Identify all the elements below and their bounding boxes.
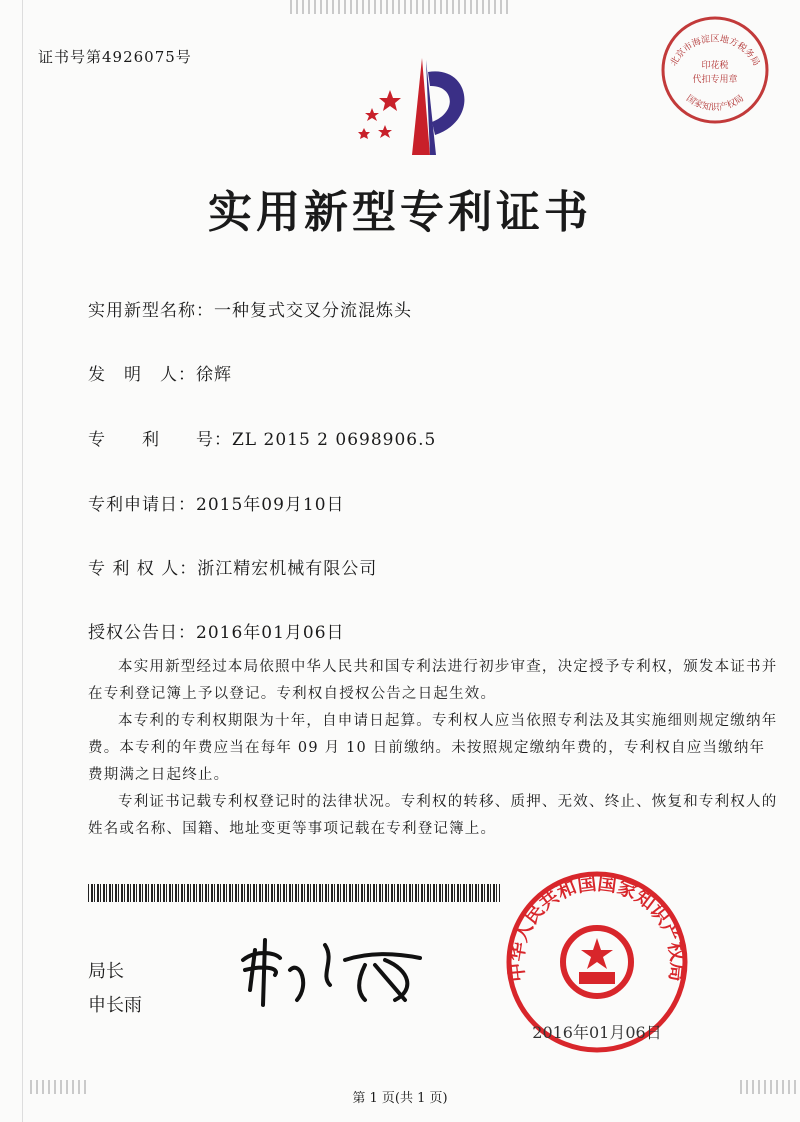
stamp-top-text: 北京市海淀区地方税务局: [669, 34, 761, 68]
paragraph: 本专利的专利权期限为十年，自申请日起算。专利权人应当依照专利法及其实施细则规定缴纳年费。本专利的年费应当在每年 09 月 10 日前缴纳。未按照规定缴纳年费的，专利权自应当缴纳年费期满之日起终止。: [88, 713, 778, 783]
field-value: 徐辉: [196, 365, 232, 385]
field-value: 一种复式交叉分流混炼头: [214, 301, 412, 321]
certificate-number: 证书号第4926075号: [38, 48, 192, 66]
document-title: 实用新型专利证书: [208, 187, 592, 238]
stamp-center-line1: 印花税: [701, 61, 729, 71]
signature: [235, 930, 435, 1010]
page-border: [22, 0, 23, 1122]
field-label: 专利申请日：: [88, 495, 196, 515]
field-patentee: [88, 554, 377, 579]
field-patent-number: [88, 425, 436, 450]
stamp-bottom-text: 国家知识产权局: [684, 93, 746, 114]
field-label: 实用新型名称：: [88, 301, 214, 321]
field-label: 授权公告日：: [88, 623, 196, 643]
field-value: ZL 2015 2 0698906.5: [232, 430, 437, 450]
field-utility-model-name: [88, 296, 412, 321]
certificate-body: [88, 654, 778, 843]
stamp-duty-seal: [650, 10, 780, 130]
stamp-center-line2: 代扣专用章: [692, 75, 738, 85]
cnipa-logo-icon: [350, 50, 480, 160]
paragraph: 专利证书记载专利权登记时的法律状况。专利权的转移、质押、无效、终止、恢复和专利权人的姓名或名称、国籍、地址变更等事项记载在专利登记簿上。: [88, 794, 778, 837]
director-title: 局长: [88, 961, 124, 982]
field-application-date: [88, 490, 345, 515]
field-value: 浙江精宏机械有限公司: [197, 559, 378, 579]
field-label: 发 明 人：: [88, 365, 196, 385]
director-name: 申长雨: [88, 995, 142, 1016]
field-label: 专 利 权 人：: [88, 559, 198, 579]
seal-date: 2016年01月06日: [532, 1023, 662, 1042]
seal-text: 中华人民共和国国家知识产权局: [505, 872, 689, 983]
field-grant-date: [88, 618, 345, 643]
top-ornament: [290, 0, 510, 14]
page-footer: 第 1 页(共 1 页): [352, 1091, 448, 1106]
svg-text:国家知识产权局: [684, 93, 746, 113]
paragraph: 本实用新型经过本局依照中华人民共和国专利法进行初步审查，决定授予专利权，颁发本证书并在专利登记簿上予以登记。专利权自授权公告之日起生效。: [88, 659, 778, 702]
barcode: [88, 884, 500, 902]
field-inventor: [88, 360, 232, 385]
national-ip-office-seal: [505, 870, 690, 1055]
field-value: 2015年09月10日: [196, 495, 345, 515]
field-value: 2016年01月06日: [196, 623, 345, 643]
field-label: 专 利 号：: [88, 430, 232, 450]
